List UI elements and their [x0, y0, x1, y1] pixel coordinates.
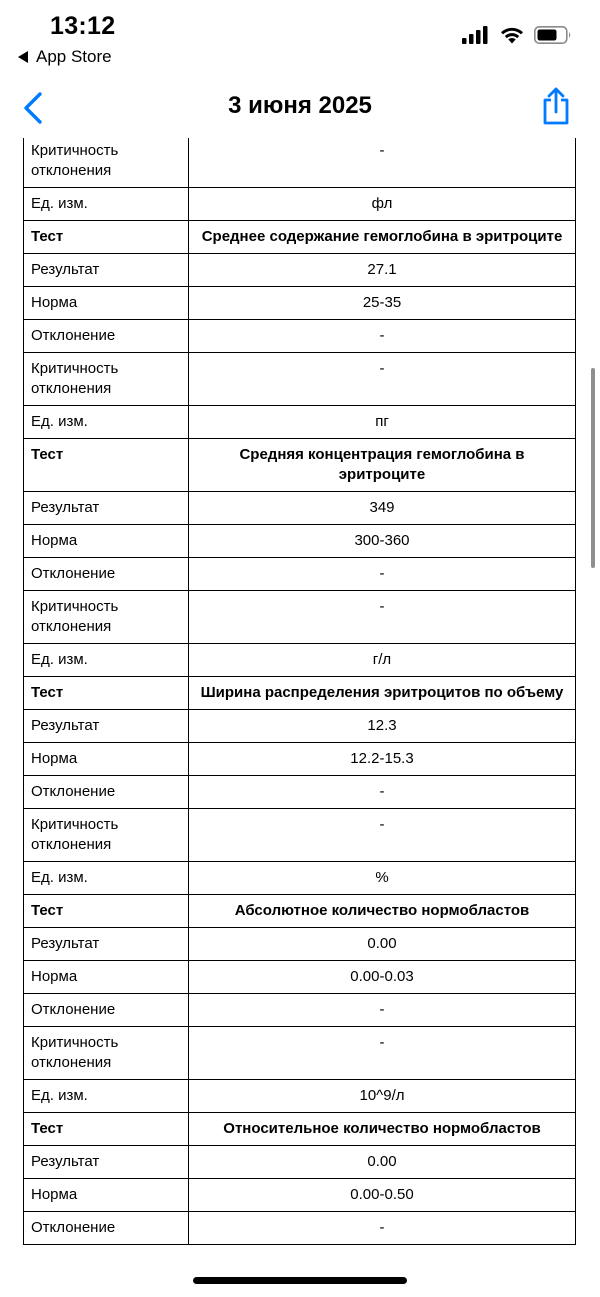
row-label-cell: Результат [24, 928, 189, 961]
row-label-cell: Ед. изм. [24, 1080, 189, 1113]
table-row [24, 320, 576, 353]
row-label-cell: Результат [24, 492, 189, 525]
test-name-cell: Ширина распределения эритроцитов по объему [189, 677, 576, 710]
results-table [23, 138, 576, 1245]
test-header-row [24, 221, 576, 254]
navigation-bar [0, 80, 600, 138]
status-icons [462, 26, 572, 44]
table-row [24, 188, 576, 221]
row-value-cell: 25-35 [189, 287, 576, 320]
row-value-cell: - [189, 776, 576, 809]
row-label-cell: Отклонение [24, 558, 189, 591]
test-name-cell: Средняя концентрация гемоглобина в эритроците [189, 439, 576, 492]
row-value-cell: пг [189, 406, 576, 439]
row-value-cell: г/л [189, 644, 576, 677]
row-label-cell: Результат [24, 1146, 189, 1179]
row-value-cell: - [189, 994, 576, 1027]
row-value-cell: - [189, 558, 576, 591]
row-label-cell: Отклонение [24, 776, 189, 809]
row-value-cell: 12.3 [189, 710, 576, 743]
row-value-cell: 0.00 [189, 1146, 576, 1179]
row-label-cell: Норма [24, 743, 189, 776]
row-label-cell: Результат [24, 710, 189, 743]
test-name-cell: Среднее содержание гемоглобина в эритроците [189, 221, 576, 254]
back-app-label: App Store [36, 47, 112, 66]
row-value-cell: 300-360 [189, 525, 576, 558]
row-label-cell: Отклонение [24, 994, 189, 1027]
test-label-cell: Тест [24, 895, 189, 928]
row-label-cell: Ед. изм. [24, 644, 189, 677]
table-row [24, 710, 576, 743]
row-label-cell: Ед. изм. [24, 862, 189, 895]
row-label-cell: Критичность отклонения [24, 809, 189, 862]
table-row [24, 776, 576, 809]
table-row [24, 961, 576, 994]
share-icon[interactable] [540, 86, 572, 126]
row-value-cell [189, 1245, 576, 1246]
home-indicator[interactable] [193, 1277, 407, 1284]
row-value-cell: фл [189, 188, 576, 221]
table-row [24, 558, 576, 591]
wifi-icon [500, 26, 524, 44]
test-header-row [24, 1113, 576, 1146]
table-row [24, 492, 576, 525]
row-label-cell: Критичность отклонения [24, 138, 189, 188]
table-row [24, 809, 576, 862]
row-value-cell: 27.1 [189, 254, 576, 287]
table-row [24, 254, 576, 287]
scroll-indicator[interactable] [591, 368, 595, 568]
row-label-cell [24, 1245, 189, 1246]
row-value-cell: - [189, 353, 576, 406]
row-label-cell: Норма [24, 525, 189, 558]
table-row [24, 138, 576, 188]
table-row [24, 1212, 576, 1245]
row-value-cell: 0.00 [189, 928, 576, 961]
table-row [24, 644, 576, 677]
row-value-cell: 0.00-0.03 [189, 961, 576, 994]
back-triangle-icon [18, 51, 28, 63]
status-time: 13:12 [50, 12, 116, 40]
row-value-cell: - [189, 591, 576, 644]
row-label-cell: Норма [24, 961, 189, 994]
table-row [24, 525, 576, 558]
row-label-cell: Ед. изм. [24, 406, 189, 439]
table-row [24, 353, 576, 406]
table-row [24, 287, 576, 320]
test-header-row [24, 677, 576, 710]
table-row [24, 1245, 576, 1246]
page-title: 3 июня 2025 [228, 92, 372, 119]
table-row [24, 1146, 576, 1179]
test-name-cell: Абсолютное количество нормобластов [189, 895, 576, 928]
test-label-cell: Тест [24, 439, 189, 492]
results-scroll-area[interactable] [23, 138, 577, 1245]
table-row [24, 862, 576, 895]
table-row [24, 1080, 576, 1113]
row-label-cell: Ед. изм. [24, 188, 189, 221]
row-value-cell: - [189, 1027, 576, 1080]
cellular-signal-icon [462, 26, 490, 44]
table-row [24, 406, 576, 439]
test-label-cell: Тест [24, 677, 189, 710]
row-value-cell: - [189, 320, 576, 353]
table-row [24, 1027, 576, 1080]
row-label-cell: Отклонение [24, 320, 189, 353]
row-value-cell: - [189, 809, 576, 862]
table-row [24, 994, 576, 1027]
row-label-cell: Отклонение [24, 1212, 189, 1245]
row-label-cell: Норма [24, 1179, 189, 1212]
test-header-row [24, 895, 576, 928]
row-value-cell: 10^9/л [189, 1080, 576, 1113]
row-value-cell: % [189, 862, 576, 895]
row-label-cell: Критичность отклонения [24, 353, 189, 406]
battery-icon [534, 26, 572, 44]
table-row [24, 591, 576, 644]
test-label-cell: Тест [24, 221, 189, 254]
row-value-cell: - [189, 138, 576, 188]
test-label-cell: Тест [24, 1113, 189, 1146]
table-row [24, 1179, 576, 1212]
row-label-cell: Критичность отклонения [24, 1027, 189, 1080]
back-to-app-link[interactable] [18, 47, 112, 67]
row-label-cell: Критичность отклонения [24, 591, 189, 644]
test-header-row [24, 439, 576, 492]
row-value-cell: 349 [189, 492, 576, 525]
status-bar [0, 0, 600, 80]
row-label-cell: Результат [24, 254, 189, 287]
table-row [24, 928, 576, 961]
table-row [24, 743, 576, 776]
test-name-cell: Относительное количество нормобластов [189, 1113, 576, 1146]
row-label-cell: Норма [24, 287, 189, 320]
row-value-cell: - [189, 1212, 576, 1245]
row-value-cell: 0.00-0.50 [189, 1179, 576, 1212]
row-value-cell: 12.2-15.3 [189, 743, 576, 776]
